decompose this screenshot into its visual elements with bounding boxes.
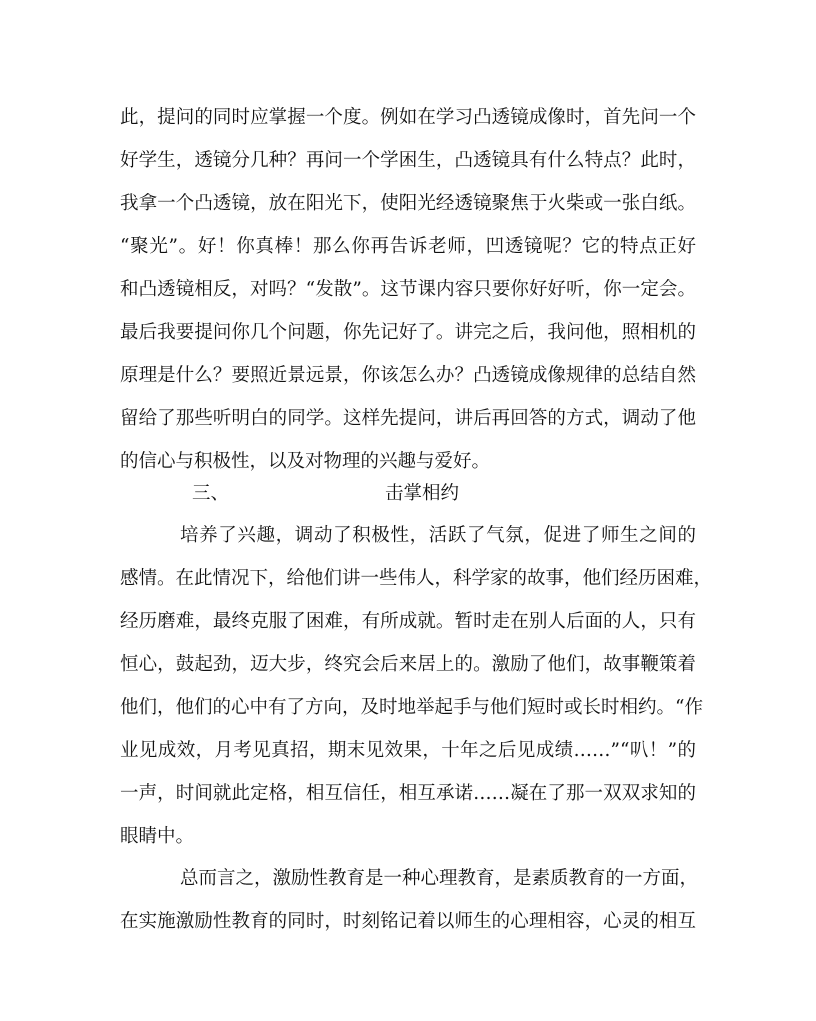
paragraph1-line: 我拿一个凸透镜，放在阳光下，使阳光经透镜聚焦于火柴或一张白纸。 bbox=[120, 193, 696, 214]
paragraph2-line: 恒心，鼓起劲，迈大步，终究会后来居上的。激励了他们，故事鞭策着 bbox=[120, 654, 696, 675]
paragraph2-line: 经历磨难，最终克服了困难，有所成就。暂时走在别人后面的人，只有 bbox=[120, 611, 696, 632]
paragraph2-line: 他们，他们的心中有了方向，及时地举起手与他们短时或长时相约。“作 bbox=[120, 697, 703, 718]
paragraph2-line: 眼睛中。 bbox=[120, 826, 195, 847]
paragraph1-line: 最后我要提问你几个问题，你先记好了。讲完之后，我问他，照相机的 bbox=[120, 322, 696, 343]
paragraph2-line: 业见成效，月考见真招，期末见效果，十年之后见成绩……”“叭！”的 bbox=[120, 740, 696, 761]
paragraph2-line: 培养了兴趣，调动了积极性，活跃了气氛，促进了师生之间的 bbox=[180, 525, 696, 546]
paragraph1-line: 此，提问的同时应掌握一个度。例如在学习凸透镜成像时，首先问一个 bbox=[120, 107, 696, 128]
paragraph1-line: 原理是什么？要照近景远景，你该怎么办？凸透镜成像规律的总结自然 bbox=[120, 365, 696, 386]
section-number: 三、 bbox=[192, 483, 230, 504]
paragraph1-line: 留给了那些听明白的同学。这样先提问，讲后再回答的方式，调动了他 bbox=[120, 408, 696, 429]
paragraph3-line: 在实施激励性教育的同时，时刻铭记着以师生的心理相容，心灵的相互 bbox=[120, 911, 696, 932]
paragraph3-line: 总而言之，激励性教育是一种心理教育，是素质教育的一方面， bbox=[180, 868, 699, 889]
paragraph1-line: 和凸透镜相反，对吗？“发散”。这节课内容只要你好好听，你一定会。 bbox=[120, 279, 696, 300]
paragraph1-line: “聚光”。好！你真棒！那么你再告诉老师，凹透镜呢？它的特点正好 bbox=[120, 236, 696, 257]
paragraph2-line: 感情。在此情况下，给他们讲一些伟人，科学家的故事，他们经历困难， bbox=[120, 568, 713, 589]
paragraph1-line: 好学生，透镜分几种？再问一个学困生，凸透镜具有什么特点？此时， bbox=[120, 150, 696, 171]
section-title: 击掌相约 bbox=[385, 483, 460, 504]
paragraph1-line: 的信心与积极性，以及对物理的兴趣与爱好。 bbox=[120, 451, 491, 472]
paragraph2-line: 一声，时间就此定格，相互信任，相互承诺……凝在了那一双双求知的 bbox=[120, 783, 696, 804]
